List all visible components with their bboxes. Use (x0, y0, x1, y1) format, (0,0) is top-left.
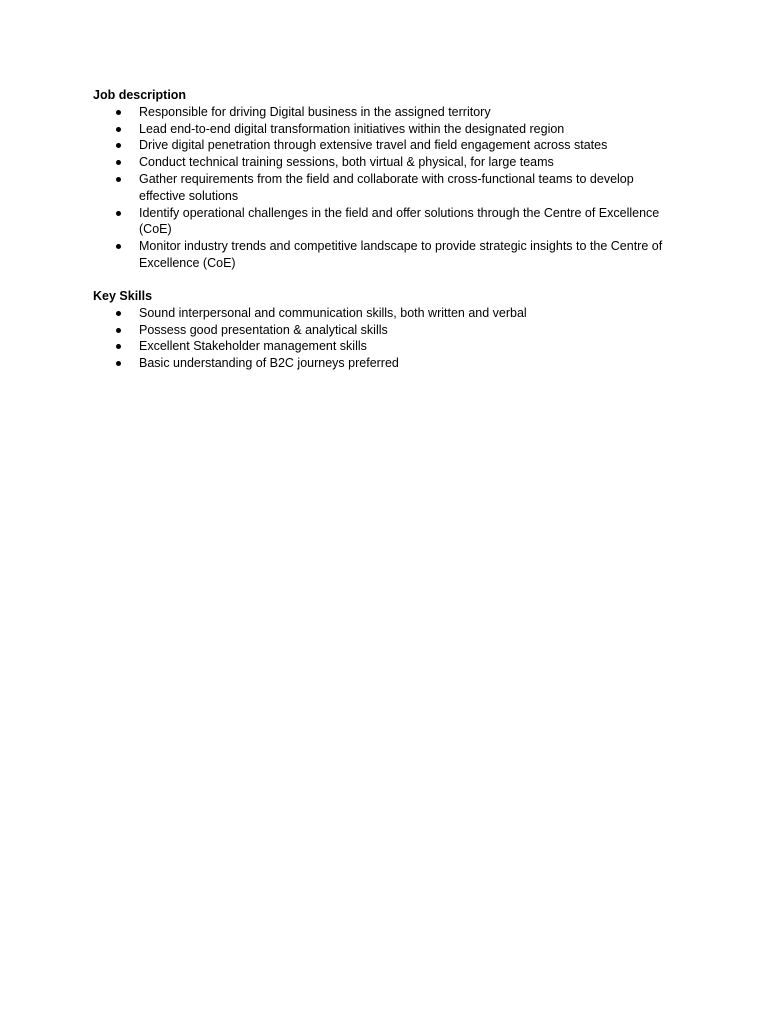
job-description-heading: Job description (93, 88, 187, 102)
list-item (93, 322, 673, 339)
list-item-text: Sound interpersonal and communication skills, both written and verbal (139, 305, 527, 320)
bullet-icon (116, 344, 121, 349)
key-skills-section (93, 288, 693, 372)
list-item-text: Conduct technical training sessions, both virtual & physical, for large teams (139, 155, 554, 170)
list-item (93, 305, 673, 322)
list-item-text: Monitor industry trends and competitive landscape to provide strategic insights to the Centre of Excellence (CoE) (139, 239, 663, 270)
list-item-text: Identify operational challenges in the field and offer solutions through the Centre of Excellence (CoE) (139, 205, 660, 237)
list-item (93, 355, 673, 372)
list-item (93, 121, 673, 138)
list-item (93, 238, 673, 272)
list-item (93, 338, 673, 355)
list-item-text: Responsible for driving Digital business in the assigned territory (139, 104, 491, 119)
bullet-icon (116, 160, 121, 165)
list-item (93, 171, 673, 205)
list-item-text: Basic understanding of B2C journeys preferred (139, 356, 399, 371)
bullet-icon (116, 328, 121, 333)
bullet-icon (116, 311, 121, 316)
list-item-text: Excellent Stakeholder management skills (139, 339, 367, 354)
key-skills-heading: Key Skills (93, 289, 153, 303)
list-item-text: Lead end-to-end digital transformation initiatives within the designated region (139, 121, 565, 136)
list-item (93, 154, 673, 171)
bullet-icon (116, 361, 121, 366)
list-item-text: Gather requirements from the field and collaborate with cross-functional teams to develop effective solutions (139, 171, 634, 203)
list-item-text: Possess good presentation & analytical skills (139, 322, 388, 337)
bullet-icon (116, 177, 121, 182)
bullet-icon (116, 110, 121, 115)
job-description-section (93, 87, 693, 272)
list-item (93, 205, 673, 239)
bullet-icon (116, 143, 121, 148)
bullet-icon (116, 127, 121, 132)
list-item (93, 137, 673, 154)
bullet-icon (116, 211, 121, 216)
job-description-list (93, 104, 693, 272)
key-skills-list (93, 305, 693, 372)
list-item (93, 104, 673, 121)
list-item-text: Drive digital penetration through extensive travel and field engagement across states (139, 138, 608, 153)
bullet-icon (116, 244, 121, 249)
